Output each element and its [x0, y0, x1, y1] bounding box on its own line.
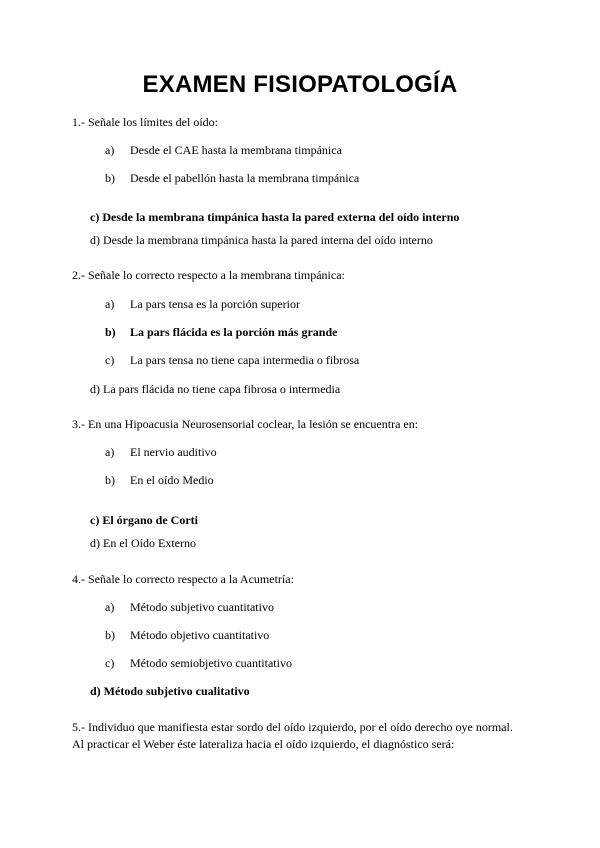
- question-5-line-2: Al practicar el Weber éste lateraliza hacia el oído izquierdo, el diagnóstico será:: [72, 737, 455, 751]
- q2-option-a-text: La pars tensa es la porción superior: [130, 297, 300, 311]
- q4-option-b-label: b): [105, 628, 115, 642]
- q3-option-a-text: El nervio auditivo: [130, 445, 217, 459]
- page-title: EXAMEN FISIOPATOLOGÍA: [142, 71, 458, 98]
- question-5-line-1: 5.- Individuo que manifiesta estar sordo del oído izquierdo, por el oído derecho oye normal.: [72, 720, 513, 734]
- q4-option-c-text: Método semiobjetivo cuantitativo: [130, 656, 292, 670]
- q4-option-d-answer: d) Método subjetivo cualitativo: [90, 684, 250, 698]
- q2-option-c-label: c): [105, 353, 115, 367]
- q3-option-d: d) En el Oído Externo: [90, 536, 196, 550]
- question-4-text: 4.- Señale lo correcto respecto a la Acumetría:: [72, 572, 294, 586]
- question-3-text: 3.- En una Hipoacusia Neurosensorial coclear, la lesión se encuentra en:: [72, 417, 419, 431]
- q1-option-b-text: Desde el pabellón hasta la membrana timpánica: [130, 171, 360, 185]
- q3-option-a-label: a): [105, 445, 115, 459]
- q3-option-c-answer: c) El órgano de Corti: [90, 513, 198, 527]
- q1-option-b-label: b): [105, 171, 115, 185]
- q2-option-b-label: b): [105, 325, 116, 339]
- question-2-text: 2.- Señale lo correcto respecto a la membrana timpánica:: [72, 268, 345, 282]
- q2-option-d: d) La pars flácida no tiene capa fibrosa o intermedia: [90, 382, 341, 396]
- q1-option-c-answer: c) Desde la membrana timpánica hasta la pared externa del oído interno: [90, 210, 460, 224]
- q2-option-a-label: a): [105, 297, 115, 311]
- q2-option-c-text: La pars tensa no tiene capa intermedia o fibrosa: [130, 353, 360, 367]
- q3-option-b-text: En el oído Medio: [130, 473, 214, 487]
- q1-option-a-label: a): [105, 143, 115, 157]
- question-1-text: 1.- Señale los límites del oído:: [72, 115, 218, 129]
- q4-option-c-label: c): [105, 656, 115, 670]
- q4-option-a-label: a): [105, 600, 115, 614]
- q4-option-a-text: Método subjetivo cuantitativo: [130, 600, 274, 614]
- q1-option-d: d) Desde la membrana timpánica hasta la pared interna del oído interno: [90, 233, 433, 247]
- q4-option-b-text: Método objetivo cuantitativo: [130, 628, 270, 642]
- q2-option-b-answer: La pars flácida es la porción más grande: [130, 325, 338, 339]
- q1-option-a-text: Desde el CAE hasta la membrana timpánica: [130, 143, 342, 157]
- q3-option-b-label: b): [105, 473, 115, 487]
